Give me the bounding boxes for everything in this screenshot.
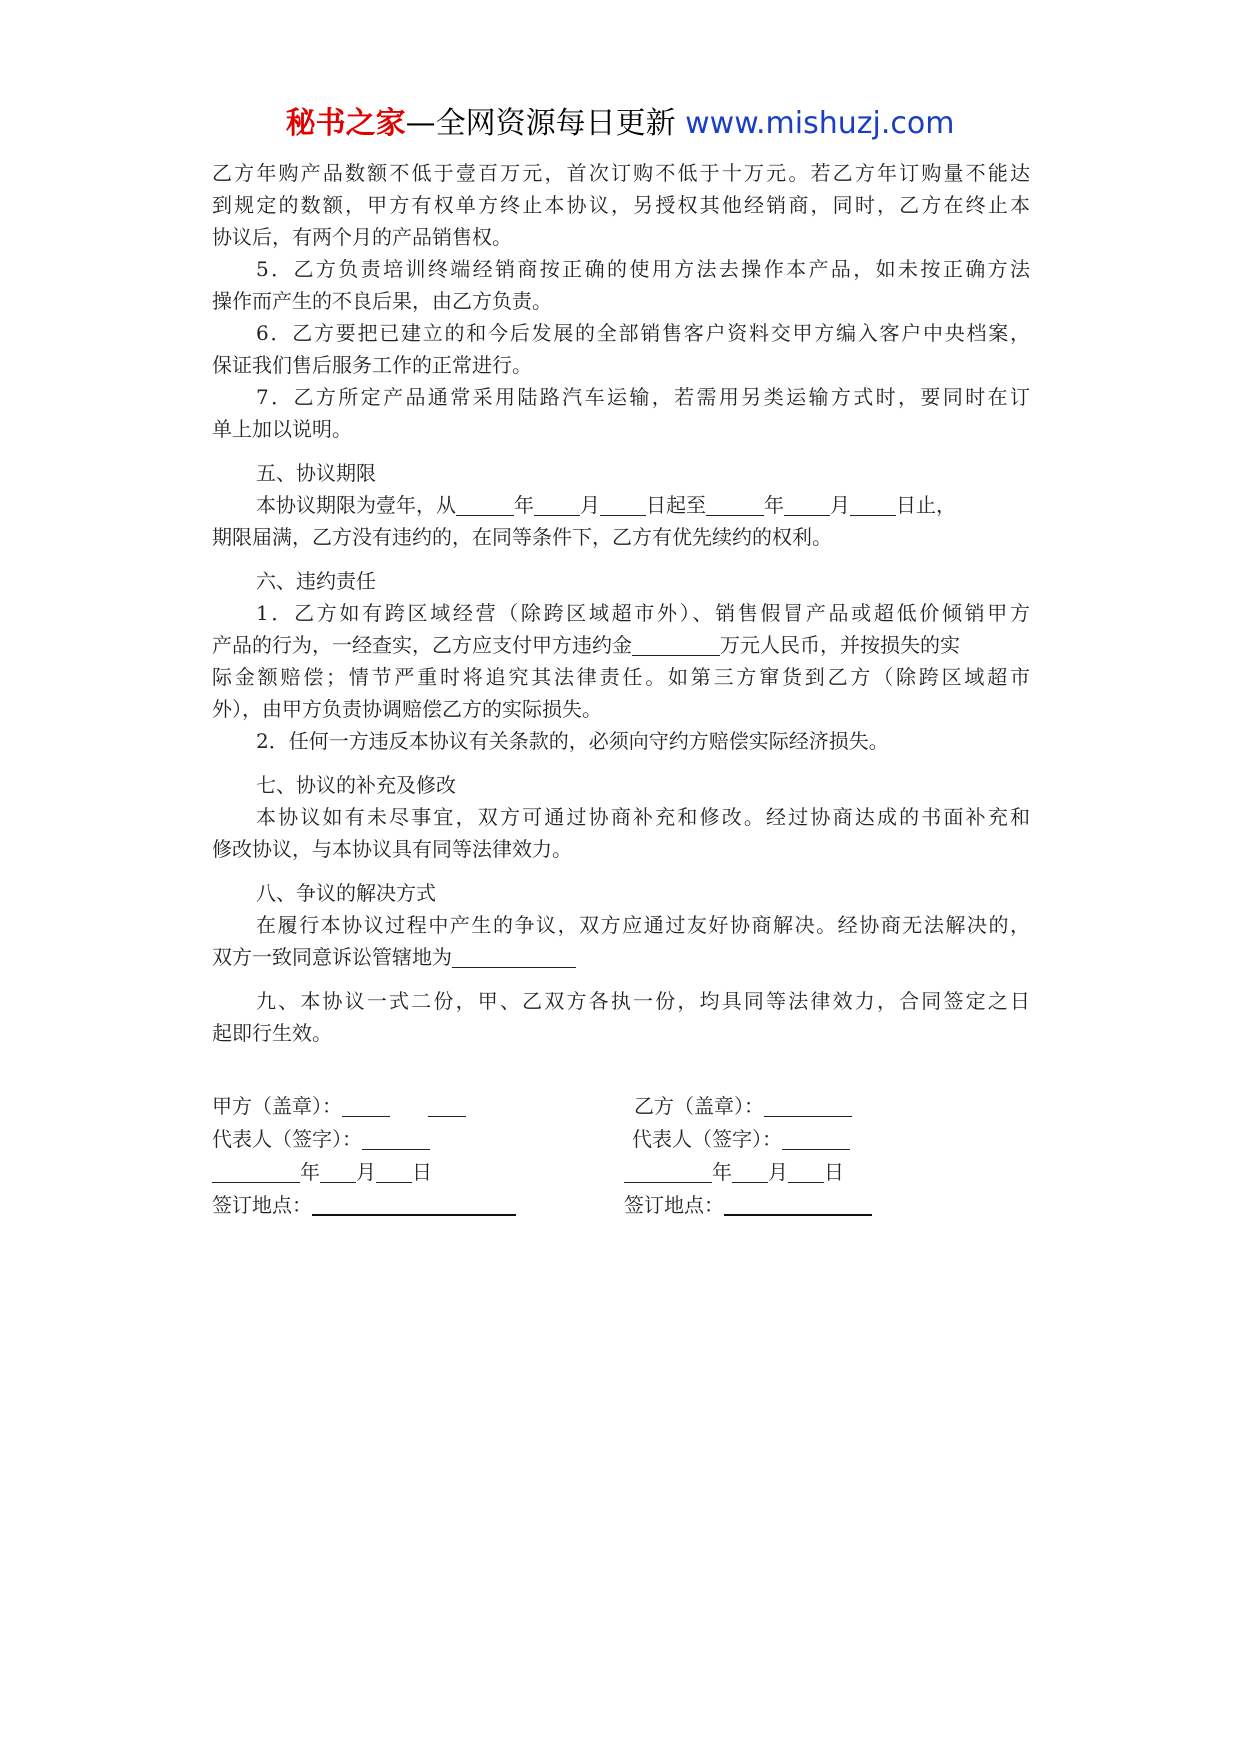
- date-b: [624, 1156, 844, 1189]
- party-b-seal: [634, 1090, 852, 1123]
- brand-name: 秘书之家: [285, 106, 406, 141]
- liability-line: 际金额赔偿；情节严重时将追究其法律责任。如第三方窜货到乙方（除跨区域超市: [212, 665, 1030, 689]
- term-line: [212, 489, 1030, 521]
- place-b-label: 签订地点：: [624, 1193, 724, 1217]
- party-b-seal-blank[interactable]: [764, 1092, 852, 1117]
- section-heading-amendment: 七、协议的补充及修改: [256, 773, 456, 797]
- start-day-blank[interactable]: [600, 491, 646, 516]
- term-text: 日起至: [646, 493, 706, 517]
- site-url-link[interactable]: www.mishuzj.com: [685, 106, 955, 141]
- date-a-year-blank[interactable]: [212, 1158, 300, 1183]
- party-a-seal-label: 甲方（盖章）：: [212, 1094, 342, 1118]
- dispute-line: [212, 941, 1030, 973]
- date-b-month-blank[interactable]: [732, 1158, 768, 1183]
- party-a-seal-blank-2[interactable]: [428, 1092, 466, 1117]
- term-text: 本协议期限为壹年，从: [256, 493, 456, 517]
- clause-6-line: 6．乙方要把已建立的和今后发展的全部销售客户资料交甲方编入客户中央档案，: [256, 321, 1030, 345]
- place-a: [212, 1189, 516, 1222]
- brand-slogan: —全网资源每日更新: [405, 106, 676, 141]
- liability-text: 产品的行为，一经查实，乙方应支付甲方违约金: [212, 633, 632, 657]
- liability-line: [212, 629, 1030, 661]
- term-text: 月: [830, 493, 850, 517]
- amendment-line: 本协议如有未尽事宜，双方可通过协商补充和修改。经过协商达成的书面补充和: [256, 805, 1030, 829]
- date-b-year-label: 年: [712, 1160, 732, 1184]
- rep-a-label: 代表人（签字）：: [212, 1127, 362, 1151]
- date-a-month-label: 月: [356, 1160, 376, 1184]
- term-text: 年: [764, 493, 784, 517]
- site-banner: [0, 101, 1240, 147]
- clause-7-line: 单上加以说明。: [212, 417, 352, 441]
- rep-b: [632, 1123, 850, 1156]
- place-b-blank[interactable]: [724, 1190, 872, 1216]
- clause-5-line: 操作而产生的不良后果，由乙方负责。: [212, 289, 552, 313]
- section-heading-liability: 六、违约责任: [256, 569, 376, 593]
- place-a-blank[interactable]: [312, 1190, 516, 1216]
- date-a: [212, 1156, 432, 1189]
- date-b-year-blank[interactable]: [624, 1158, 712, 1183]
- date-b-day-blank[interactable]: [788, 1158, 824, 1183]
- party-a-seal: [212, 1090, 466, 1123]
- paragraph-line: 乙方年购产品数额不低于壹百万元，首次订购不低于十万元。若乙方年订购量不能达: [212, 161, 1030, 185]
- liability-line: 外），由甲方负责协调赔偿乙方的实际损失。: [212, 697, 602, 721]
- paragraph-line: 协议后，有两个月的产品销售权。: [212, 225, 512, 249]
- date-b-day-label: 日: [824, 1160, 844, 1184]
- signature-block: [212, 1090, 1030, 1222]
- rep-a-blank[interactable]: [362, 1125, 430, 1150]
- section-heading-dispute: 八、争议的解决方式: [256, 881, 436, 905]
- final-clause-line: 九、本协议一式二份，甲、乙双方各执一份，均具同等法律效力，合同签定之日: [256, 989, 1030, 1013]
- place-row: [212, 1189, 1030, 1222]
- seal-row: [212, 1090, 1030, 1123]
- term-text: 年: [514, 493, 534, 517]
- date-a-month-blank[interactable]: [320, 1158, 356, 1183]
- liability-text: 万元人民币，并按损失的实: [720, 633, 960, 657]
- place-a-label: 签订地点：: [212, 1193, 312, 1217]
- jurisdiction-blank[interactable]: [452, 943, 576, 968]
- term-line: 期限届满，乙方没有违约的，在同等条件下，乙方有优先续约的权利。: [212, 525, 832, 549]
- place-b: [624, 1189, 872, 1222]
- contract-body: [212, 157, 1030, 1049]
- clause-6-line: 保证我们售后服务工作的正常进行。: [212, 353, 532, 377]
- rep-b-label: 代表人（签字）：: [632, 1127, 782, 1151]
- section-heading-term: 五、协议期限: [256, 461, 376, 485]
- party-a-seal-blank[interactable]: [342, 1092, 390, 1117]
- end-year-blank[interactable]: [706, 491, 764, 516]
- final-clause-line: 起即行生效。: [212, 1021, 332, 1045]
- end-month-blank[interactable]: [784, 491, 830, 516]
- dispute-text: 双方一致同意诉讼管辖地为: [212, 945, 452, 969]
- representative-row: [212, 1123, 1030, 1156]
- date-a-day-blank[interactable]: [376, 1158, 412, 1183]
- date-row: [212, 1156, 1030, 1189]
- dispute-line: 在履行本协议过程中产生的争议，双方应通过友好协商解决。经协商无法解决的，: [256, 913, 1030, 937]
- penalty-amount-blank[interactable]: [632, 631, 720, 656]
- end-day-blank[interactable]: [850, 491, 896, 516]
- term-text: 月: [580, 493, 600, 517]
- date-a-day-label: 日: [412, 1160, 432, 1184]
- start-month-blank[interactable]: [534, 491, 580, 516]
- rep-b-blank[interactable]: [782, 1125, 850, 1150]
- liability-line: 1．乙方如有跨区域经营（除跨区域超市外）、销售假冒产品或超低价倾销甲方: [256, 601, 1030, 625]
- party-b-seal-label: 乙方（盖章）：: [634, 1094, 764, 1118]
- clause-5-line: 5．乙方负责培训终端经销商按正确的使用方法去操作本产品，如未按正确方法: [256, 257, 1030, 281]
- term-text: 日止，: [896, 493, 956, 517]
- paragraph-line: 到规定的数额，甲方有权单方终止本协议，另授权其他经销商，同时，乙方在终止本: [212, 193, 1030, 217]
- amendment-line: 修改协议，与本协议具有同等法律效力。: [212, 837, 572, 861]
- start-year-blank[interactable]: [456, 491, 514, 516]
- date-b-month-label: 月: [768, 1160, 788, 1184]
- date-a-year-label: 年: [300, 1160, 320, 1184]
- rep-a: [212, 1123, 430, 1156]
- clause-7-line: 7．乙方所定产品通常采用陆路汽车运输，若需用另类运输方式时，要同时在订: [256, 385, 1030, 409]
- liability-line: 2．任何一方违反本协议有关条款的，必须向守约方赔偿实际经济损失。: [256, 729, 889, 753]
